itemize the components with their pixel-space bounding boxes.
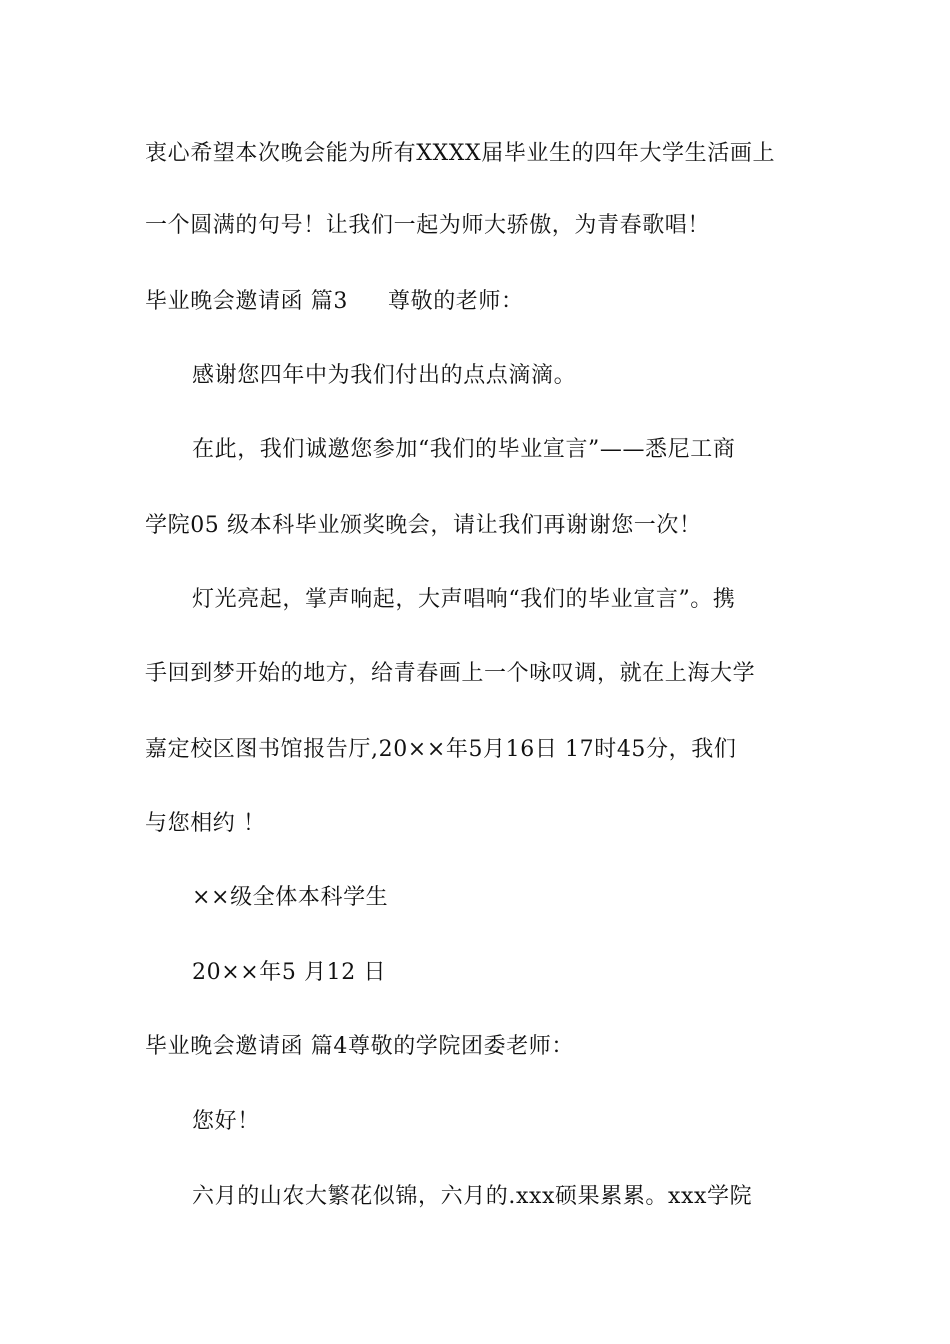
- paragraph-line-1: 衷心希望本次晚会能为所有XXXX届毕业生的四年大学生活画上: [145, 141, 776, 166]
- signature-date: 20××年5 月12 日: [192, 960, 387, 985]
- paragraph-line-7: 手回到梦开始的地方，给青春画上一个咏叹调，就在上海大学: [145, 661, 756, 686]
- section-heading-3: [145, 287, 810, 317]
- paragraph-line-6: 灯光亮起，掌声响起，大声唱响“我们的毕业宣言”。携: [192, 587, 736, 612]
- paragraph-line-4: 在此，我们诚邀您参加“我们的毕业宣言”——悉尼工商: [192, 437, 736, 462]
- paragraph-line-3: 感谢您四年中为我们付出的点点滴滴。: [192, 363, 577, 388]
- greeting-line: 您好！: [192, 1109, 260, 1134]
- paragraph-line-8: 嘉定校区图书馆报告厅,20××年5月16日 17时45分，我们: [145, 737, 737, 762]
- signature-sender: ××级全体本科学生: [192, 885, 389, 910]
- paragraph-line-5: 学院05 级本科毕业颁奖晚会，请让我们再谢谢您一次！: [145, 513, 702, 538]
- paragraph-line-2: 一个圆满的句号！让我们一起为师大骄傲，为青春歌唱！: [145, 213, 711, 238]
- salutation: 尊敬的老师：: [388, 289, 524, 314]
- section-title: 毕业晚会邀请函 篇3: [145, 289, 348, 314]
- paragraph-line-9: 与您相约 ！: [145, 811, 266, 836]
- paragraph-line-10: 六月的山农大繁花似锦，六月的.xxx硕果累累。xxx学院: [192, 1184, 753, 1209]
- section-heading-4: 毕业晚会邀请函 篇4尊敬的学院团委老师：: [145, 1034, 574, 1059]
